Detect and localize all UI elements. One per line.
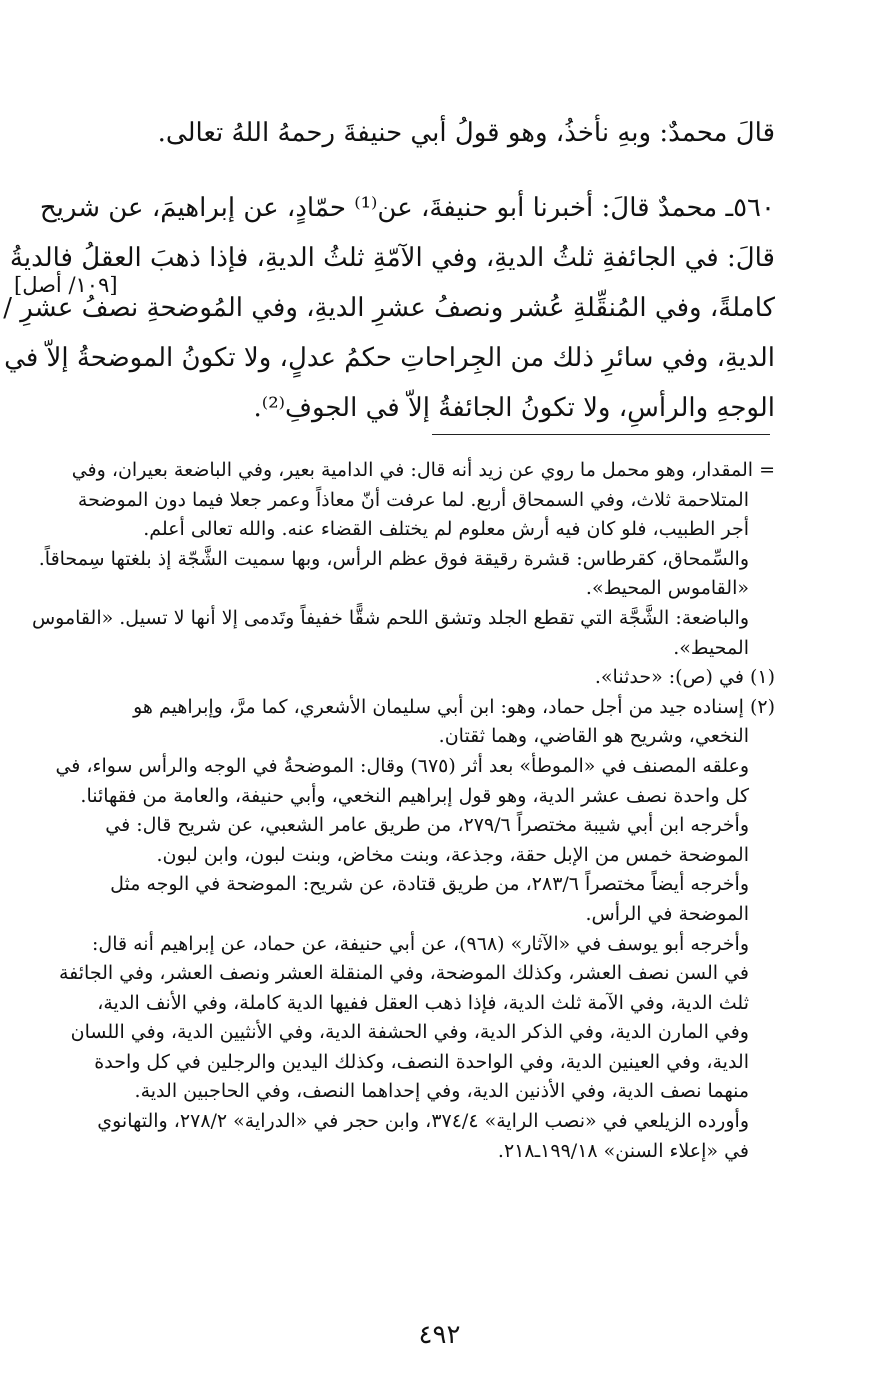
page-number: ٤٩٢	[418, 1320, 461, 1350]
footnote-line: وفي المارن الدية، وفي الذكر الدية، وفي الحشفة الدية، وفي الأنثيين الدية، وفي اللسان	[70, 1021, 749, 1044]
footnote-line: والباضعة: الشَّجَّة التي تقطع الجلد وتشق اللحم شقًّا خفيفاً وتَدمى إلا أنها لا تسيل. «القاموس	[31, 606, 749, 629]
footnote-line: أجر الطبيب، فلو كان فيه أرش معلوم لم يختلف القضاء عنه. والله تعالى أعلم.	[143, 518, 749, 541]
footnote-line: = المقدار، وهو محمل ما روي عن زيد أنه قال: في الدامية بعير، وفي الباضعة بعيران، وفي	[71, 459, 775, 481]
footnote-line: الدية، وفي العينين الدية، وفي الواحدة النصف، وكذلك اليدين والرجلين في كل واحدة	[94, 1050, 749, 1073]
footnote-line: والسِّمحاق، كقرطاس: قشرة رقيقة فوق عظم الرأس، وبها سميت الشَّجّة إذ بلغتها سِمحاقاً.	[38, 547, 749, 570]
footnote-line: وأورده الزيلعي في «نصب الراية» ٣٧٤/٤، وابن حجر في «الدراية» ٢٧٨/٢، والتهانوي	[97, 1110, 749, 1133]
footnote-line: في السن نصف العشر، وكذلك الموضحة، وفي المنقلة العشر ونصف العشر، وفي الجائفة	[58, 962, 749, 985]
footnote-line: الموضحة خمس من الإبل حقة، وجذعة، وبنت مخاض، وبنت لبون، وابن لبون.	[156, 843, 749, 866]
footnote-divider	[432, 434, 770, 435]
footnote-line: المحيط».	[673, 636, 749, 659]
footnote-line: وأخرجه أبو يوسف في «الآثار» (٩٦٨)، عن أبي حنيفة، عن حماد، عن إبراهيم أنه قال:	[92, 932, 749, 955]
hadith-line: كاملةً، وفي المُنقِّلةِ عُشر ونصفُ عشرِ الديةِ، وفي المُوضحةِ نصفُ عشرِ /	[3, 293, 775, 323]
footnote-line: كل واحدة نصف عشر الدية، وهو قول إبراهيم النخعي، وأبي حنيفة، والعامة من فقهائنا.	[80, 784, 749, 807]
footnote-2: (٢) إسناده جيد من أجل حماد، وهو: ابن أبي سليمان الأشعري، كما مرَّ، وإبراهيم هو	[133, 695, 775, 718]
footnote-line: في «إعلاء السنن» ١٩٩/١٨ـ٢١٨.	[497, 1139, 749, 1162]
footnote-line: الموضحة في الرأس.	[585, 902, 749, 925]
footnotes	[20, 456, 775, 1166]
margin-reference: [١٠٩/ أصل]	[14, 273, 118, 297]
hadith-line: ٥٦٠ـ محمدٌ قالَ: أخبرنا أبو حنيفةَ، عن⁽¹⁾ حمّادٍ، عن إبراهيمَ، عن شريح	[39, 193, 775, 223]
hadith-line: الوجهِ والرأسِ، ولا تكونُ الجائفةُ إلاّ في الجوفِ⁽²⁾.	[253, 393, 775, 423]
footnote-line: وأخرجه أيضاً مختصراً ٢٨٣/٦، من طريق قتادة، عن شريح: الموضحة في الوجه مثل	[110, 873, 749, 896]
footnote-1: (١) في (ص): «حدثنا».	[594, 666, 775, 689]
main-quote	[95, 108, 775, 158]
quote-line: قالَ محمدٌ: وبهِ نأخذُ، وهو قولُ أبي حنيفةَ رحمهُ اللهُ تعالى.	[157, 118, 775, 148]
footnote-line: منهما نصف الدية، وفي الأذنين الدية، وفي إحداهما النصف، وفي الحاجبين الدية.	[134, 1080, 749, 1103]
footnote-line: ثلث الدية، وفي الآمة ثلث الدية، فإذا ذهب العقل ففيها الدية كاملة، وفي الأنف الدية،	[97, 991, 749, 1014]
footnote-line: المتلاحمة ثلاث، وفي السمحاق أربع. لما عرفت أنّ معاذاً وعمر جعلا فيما دون الموضحة	[77, 488, 749, 511]
footnote-line: النخعي، وشريح هو القاضي، وهما ثقتان.	[438, 725, 749, 748]
footnote-line: وأخرجه ابن أبي شيبة مختصراً ٢٧٩/٦، من طريق عامر الشعبي، عن شريح قال: في	[105, 814, 749, 837]
hadith-line: قالَ: في الجائفةِ ثلثُ الديةِ، وفي الآمّةِ ثلثُ الديةِ، فإذا ذهبَ العقلُ فالديةُ	[9, 243, 775, 273]
hadith-line: الديةِ، وفي سائرِ ذلك من الجِراحاتِ حكمُ عدلٍ، ولا تكونُ الموضحةُ إلاّ في	[4, 343, 775, 373]
footnote-line: وعلقه المصنف في «الموطأ» بعد أثر (٦٧٥) وقال: الموضحةُ في الوجه والرأس سواء، في	[55, 754, 749, 777]
footnote-line: «القاموس المحيط».	[585, 577, 749, 600]
